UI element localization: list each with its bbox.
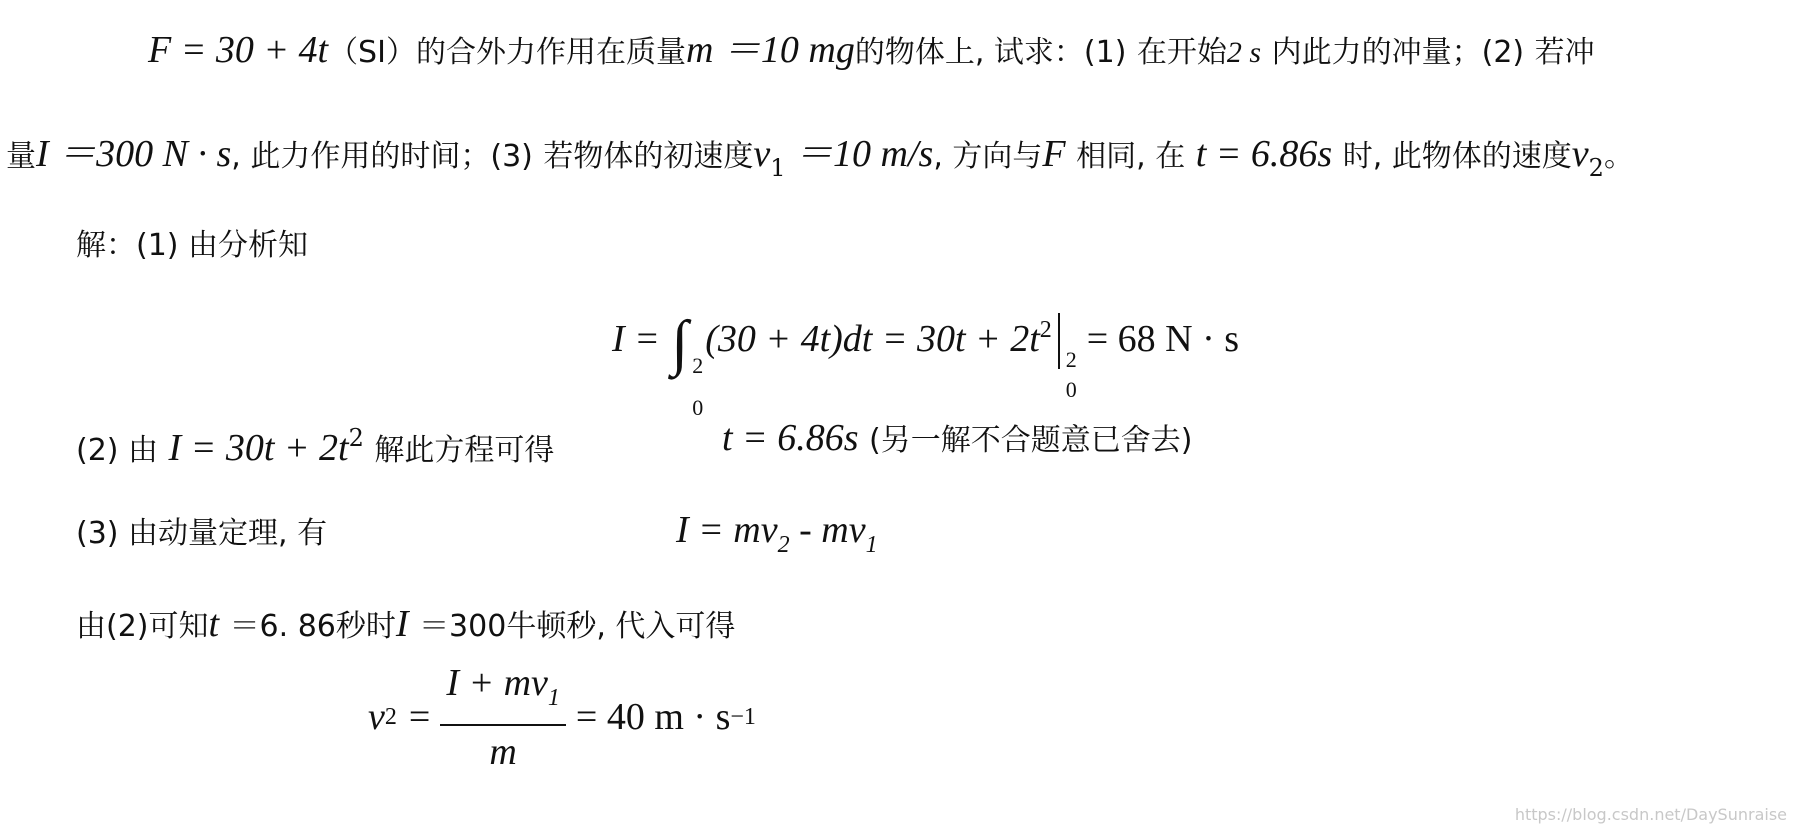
force-equation: F = 30 + 4t [148,29,329,71]
final-result: = 40 m · s [575,696,731,738]
impulse-result: = 68 N · s [1086,318,1240,360]
subscript: 1 [770,154,786,182]
equation-part: I = mv [676,509,778,551]
problem-text: 相同, 在 [1076,139,1186,174]
equation-part: - mv [789,509,866,551]
integral-limits [692,355,703,419]
numerator-text: I + mv [446,661,548,704]
question-1-number: (1) [1083,35,1127,70]
part-2-note: (另一解不合题意已舍去) [869,423,1193,458]
part-4-text: ＝300牛顿秒, 代入可得 [419,609,736,644]
force-symbol: F [1042,133,1066,175]
part-2-result [722,418,1192,461]
mass-value: m ＝10 mg [685,29,855,71]
problem-text: 。 [1603,139,1634,174]
time-value: t = 6.86s [1195,133,1333,175]
time-interval: 2 s [1226,36,1262,69]
momentum-theorem-equation [676,510,878,565]
evaluation-limits [1066,349,1077,401]
initial-velocity-value: ＝10 m/s [785,133,934,175]
problem-line-2 [6,134,1634,188]
subscript: 1 [865,532,878,558]
integral-sign: ∫ [671,309,689,377]
superscript: −1 [730,703,756,730]
superscript: 2 [1039,317,1052,343]
problem-text: 在开始 [1136,35,1227,70]
subscript: 1 [547,684,560,711]
problem-text: 的物体上, 试求： [854,35,1084,70]
problem-text: 内此力的冲量； [1271,35,1482,70]
superscript: 2 [348,424,364,452]
evaluation-bar [1058,313,1060,369]
time-result: t = 6.86s [722,417,859,459]
part-2-label: (2) 由 [76,433,159,468]
impulse-value: I ＝300 N · s [36,133,232,175]
question-3-number: (3) [490,139,533,174]
problem-line-1 [148,30,1595,73]
final-velocity-symbol: v [1571,133,1589,175]
problem-text: 量 [6,139,36,174]
solution-label: 解：(1) 由分析知 [76,228,309,263]
eval-upper: 2 [1065,347,1077,372]
subscript: 2 [1588,154,1604,182]
part-4-text: ＝6. 86秒时 [229,609,396,644]
part-2-equation: I = 30t + 2t [168,427,349,469]
subscript: 2 [777,532,790,558]
impulse-integral-equation [612,310,1239,419]
time-symbol: t [208,603,220,645]
integrand: (30 + 4t)dt = 30t + 2t [705,318,1040,360]
problem-text: 的合外力作用在质量 [415,35,686,70]
impulse-symbol: I [395,603,409,645]
upper-limit: 2 [692,353,704,378]
fraction [440,661,566,774]
final-velocity-equation [368,662,756,772]
problem-text: , 方向与 [933,139,1043,174]
part-3-label: (3) 由动量定理, 有 [76,516,328,551]
problem-text: 若物体的初速度 [543,139,754,174]
problem-text: 时, 此物体的速度 [1342,139,1572,174]
watermark: https://blog.csdn.net/DaySunraise [1514,805,1787,824]
lower-limit: 0 [692,395,704,420]
solution-part-2 [76,418,554,471]
fraction-denominator: m [489,730,517,773]
problem-text: , 此力作用的时间； [231,139,491,174]
part-4-text: 由(2)可知 [76,609,209,644]
si-unit: （SI） [328,35,416,70]
fraction-numerator [440,661,566,726]
equation-lhs: I = [612,318,660,360]
equals-sign: = [408,696,431,738]
final-lhs: v [368,696,385,738]
question-2-number: (2) [1481,35,1525,70]
eval-lower: 0 [1065,377,1077,402]
solution-part-4 [76,604,735,647]
initial-velocity-symbol: v [753,133,771,175]
subscript: 2 [384,703,397,730]
problem-text: 若冲 [1534,35,1595,70]
part-2-text: 解此方程可得 [374,433,555,468]
